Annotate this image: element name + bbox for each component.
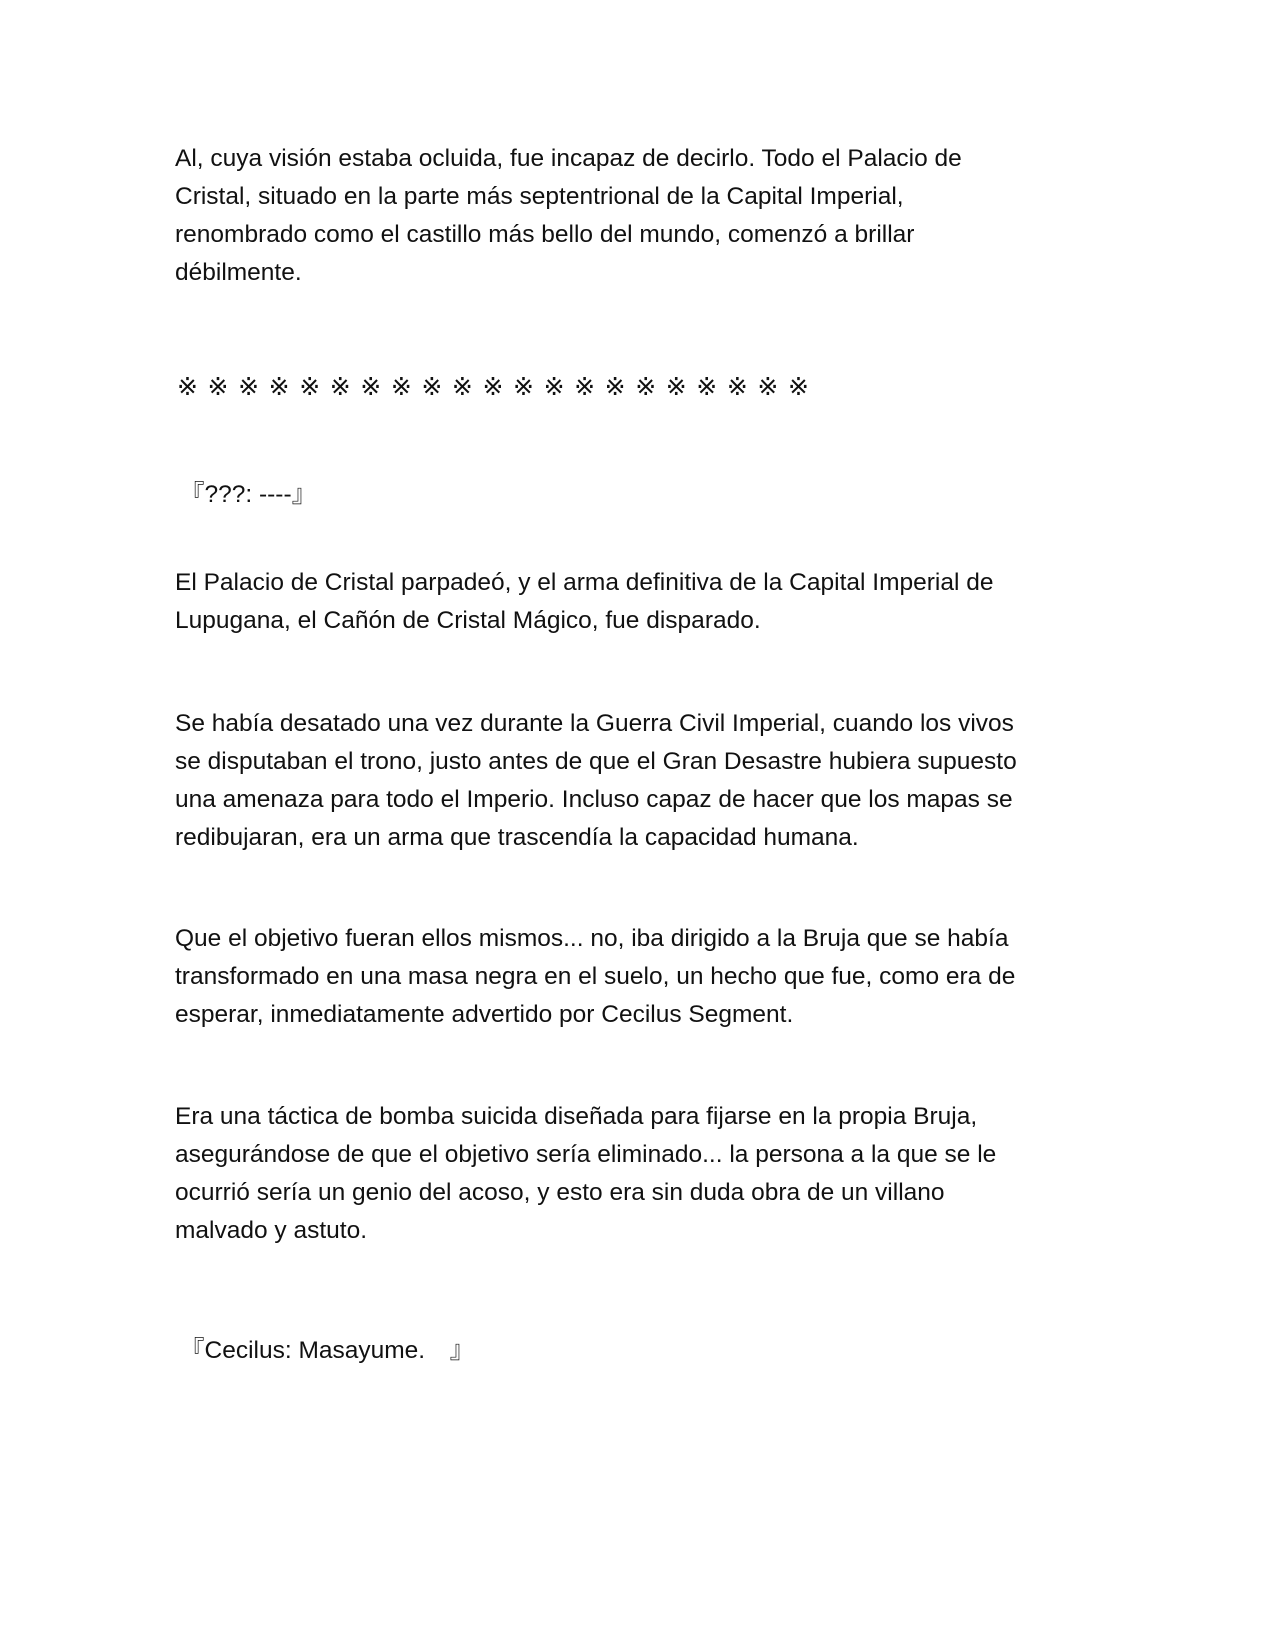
paragraph-1-line-4: débilmente. <box>175 259 302 286</box>
paragraph-4-line-1: Que el objetivo fueran ellos mismos... no, iba dirigido a la Bruja que se había <box>175 925 1009 952</box>
paragraph-1 <box>175 140 1095 292</box>
paragraph-5-line-1: Era una táctica de bomba suicida diseñada para fijarse en la propia Bruja, <box>175 1103 978 1130</box>
paragraph-2 <box>175 564 1095 640</box>
paragraph-2-line-2: Lupugana, el Cañón de Cristal Mágico, fue disparado. <box>175 607 761 634</box>
paragraph-5 <box>175 1098 1095 1250</box>
dialogue-2-text: Cecilus: Masayume. <box>204 1337 450 1364</box>
paragraph-3-line-2: se disputaban el trono, justo antes de que el Gran Desastre hubiera supuesto <box>175 748 1017 775</box>
paragraph-5-line-2: asegurándose de que el objetivo sería eliminado... la persona a la que se le <box>175 1141 997 1168</box>
dialogue-1-open-bracket: 『 <box>180 479 205 508</box>
paragraph-4-line-2: transformado en una masa negra en el suelo, un hecho que fue, como era de <box>175 963 1016 990</box>
dialogue-1-text: ???: ---- <box>204 481 292 508</box>
paragraph-4-line-3: esperar, inmediatamente advertido por Cecilus Segment. <box>175 1001 794 1028</box>
dialogue-1-close-bracket: 』 <box>291 479 317 508</box>
scene-separator: ※※※※※※※※※※※※※※※※※※※※※ <box>177 372 819 401</box>
paragraph-4 <box>175 920 1095 1034</box>
paragraph-3-line-3: una amenaza para todo el Imperio. Incluso capaz de hacer que los mapas se <box>175 786 1013 813</box>
paragraph-1-line-3: renombrado como el castillo más bello del mundo, comenzó a brillar <box>175 221 915 248</box>
dialogue-2 <box>180 1331 474 1366</box>
dialogue-2-close-bracket: 』 <box>449 1335 475 1364</box>
paragraph-1-line-1: Al, cuya visión estaba ocluida, fue incapaz de decirlo. Todo el Palacio de <box>175 145 962 172</box>
dialogue-1 <box>180 475 316 510</box>
paragraph-1-line-2: Cristal, situado en la parte más septentrional de la Capital Imperial, <box>175 183 904 210</box>
paragraph-3-line-1: Se había desatado una vez durante la Guerra Civil Imperial, cuando los vivos <box>175 710 1014 737</box>
paragraph-5-line-3: ocurrió sería un genio del acoso, y esto era sin duda obra de un villano <box>175 1179 945 1206</box>
paragraph-3 <box>175 705 1095 857</box>
paragraph-2-line-1: El Palacio de Cristal parpadeó, y el arma definitiva de la Capital Imperial de <box>175 569 994 596</box>
paragraph-3-line-4: redibujaran, era un arma que trascendía la capacidad humana. <box>175 824 859 851</box>
paragraph-5-line-4: malvado y astuto. <box>175 1217 368 1244</box>
dialogue-2-open-bracket: 『 <box>180 1335 205 1364</box>
